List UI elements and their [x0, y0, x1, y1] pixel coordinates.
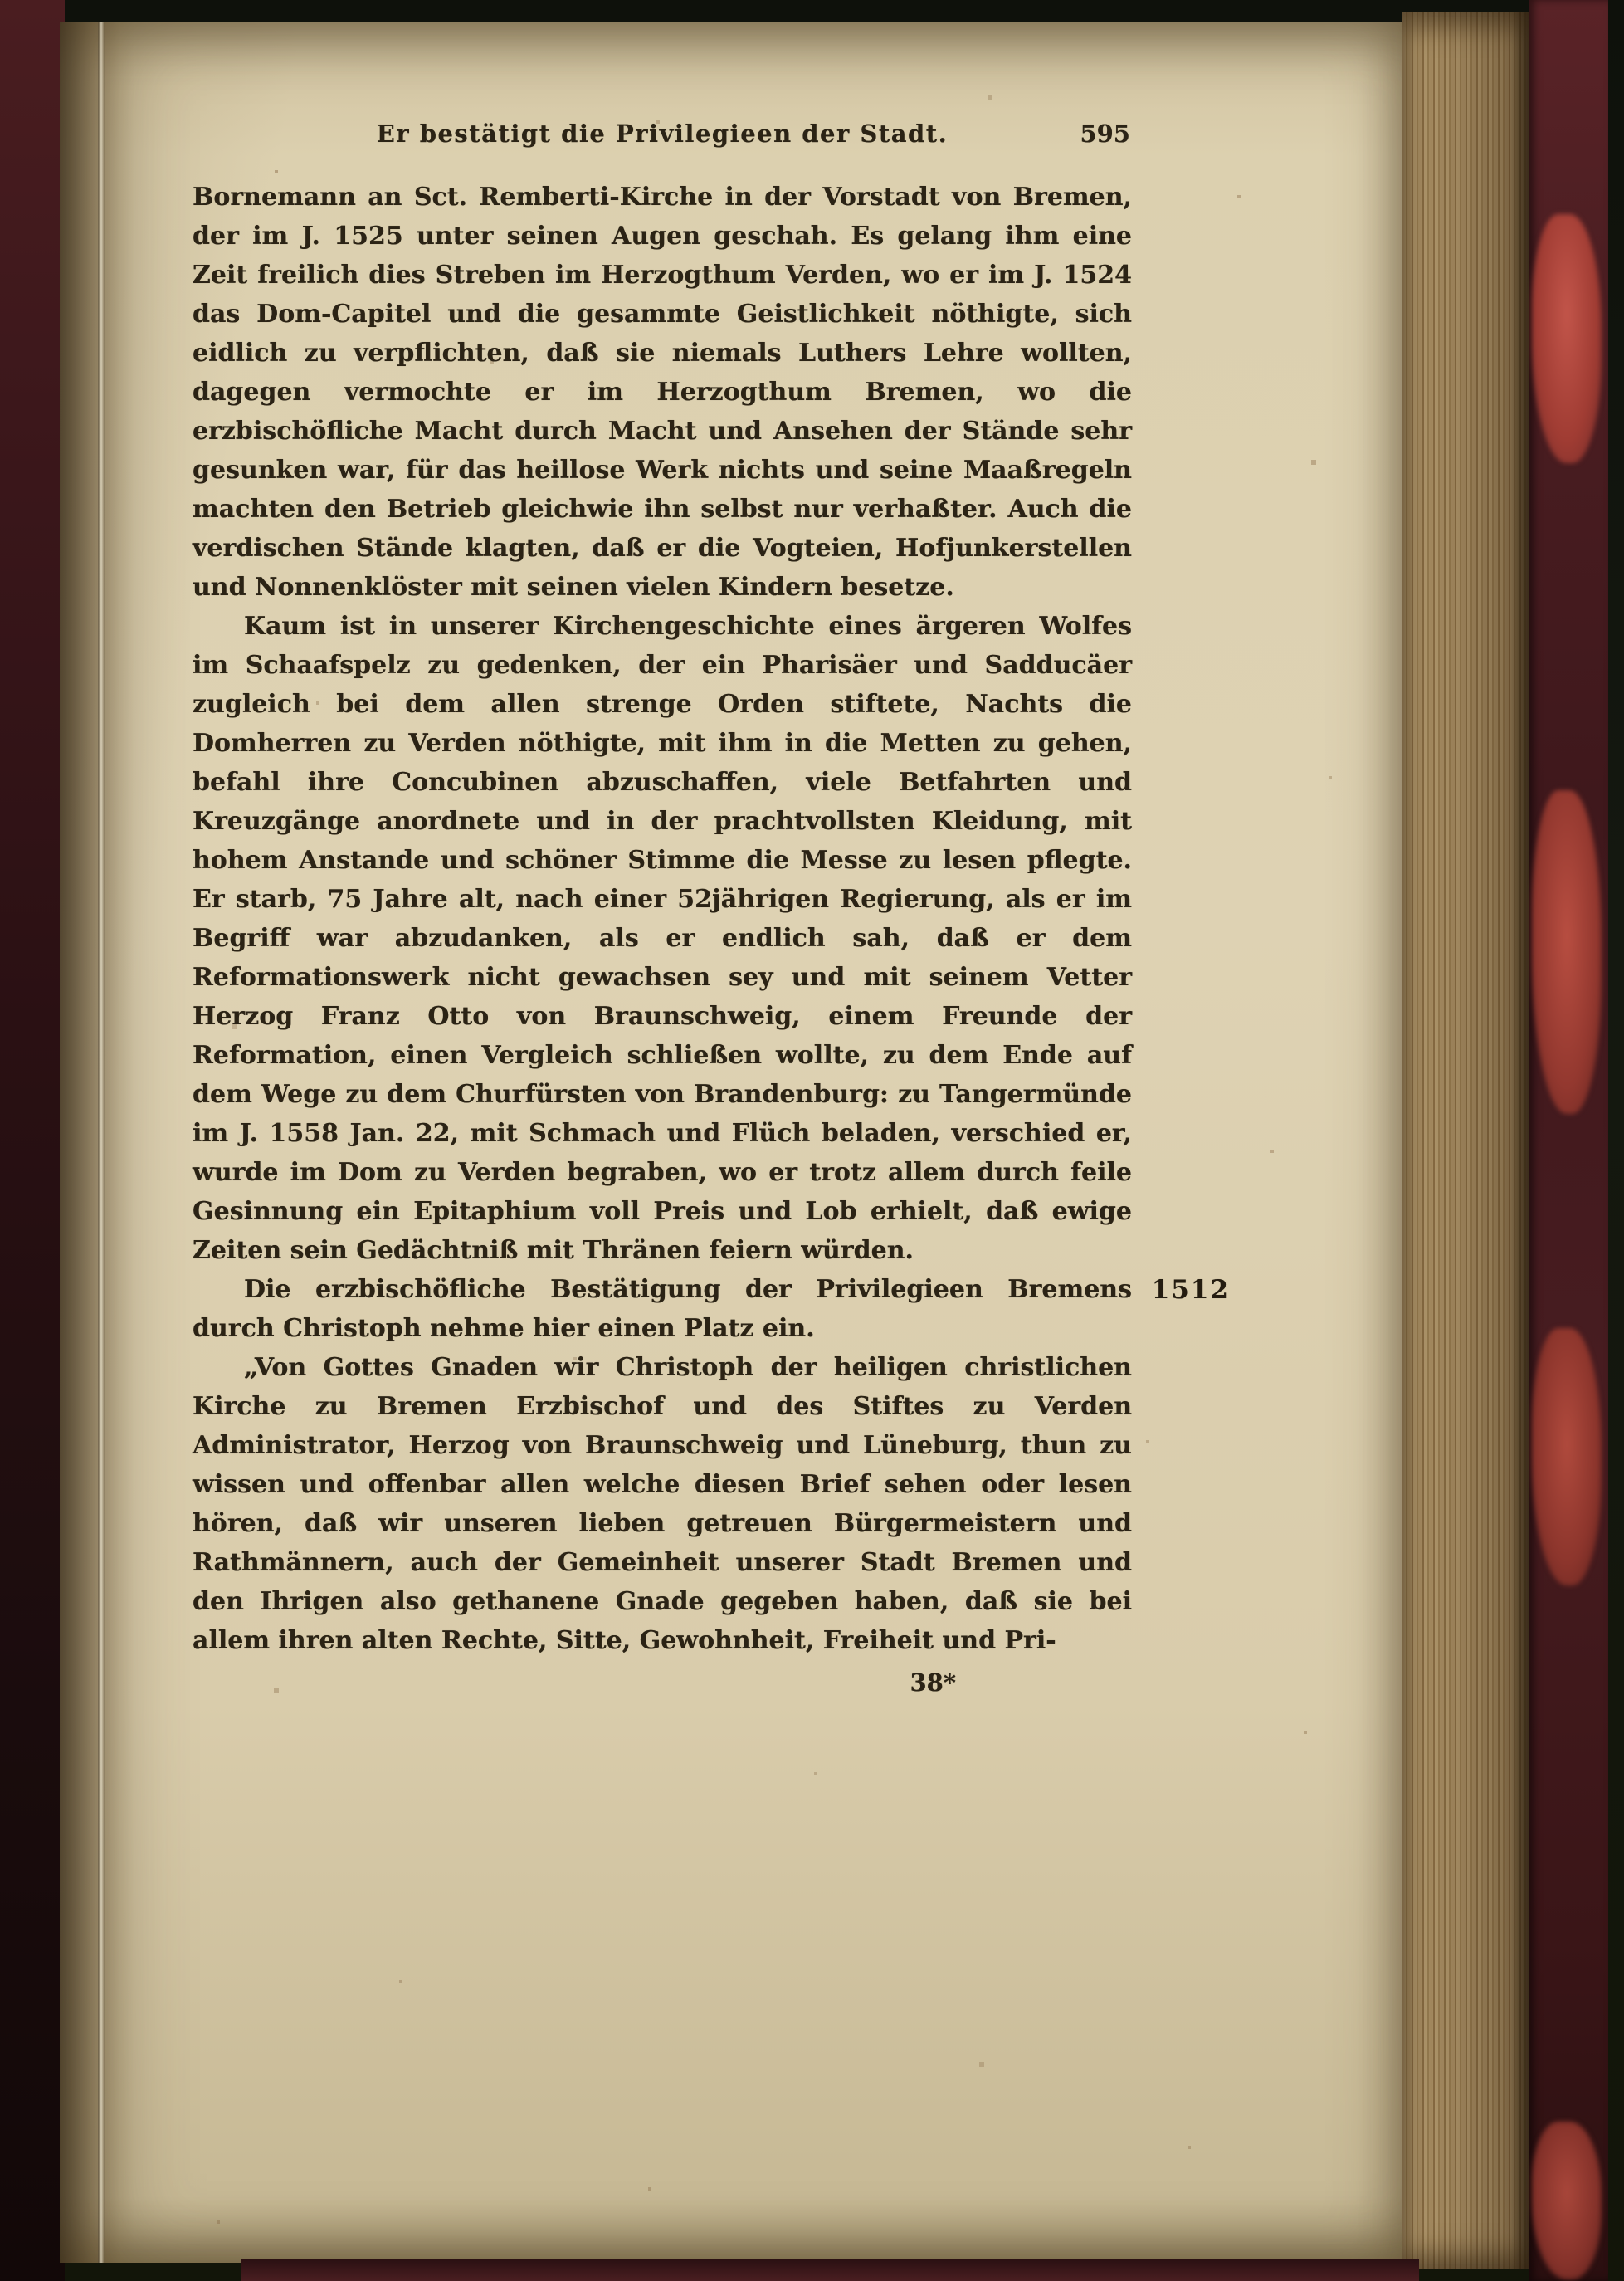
left-cover-edge: [0, 0, 65, 2281]
paragraph: „Von Gottes Gnaden wir Christoph der heiligen christlichen Kirche zu Bremen Erzbischof und des Stiftes zu Verden Administrator, Herzog von Braunschweig und Lüneburg, thun zu wissen und offenbar allen welche diesen Brief sehen oder lesen hören, daß wir unseren lieben getreuen Bürgermeistern und Rathmännern, auch der Gemeinheit unserer Stadt Bremen und den Ihrigen also gethanene Gnade gegeben haben, daß sie bei allem ihren alten Rechte, Sitte, Gewohnheit, Freiheit und Pri-: [193, 1353, 1132, 1655]
book-page: [60, 22, 1402, 2263]
cover-wear-patch: [1532, 2122, 1602, 2279]
page-body: [193, 178, 1230, 1702]
paragraph-with-margin-note: [193, 1270, 1230, 1348]
running-header-title: Er bestätigt die Privilegieen der Stadt.: [376, 120, 949, 148]
page-crease: [98, 22, 105, 2263]
margin-note-year: 1512: [1151, 1275, 1230, 1305]
signature-mark: 38*: [910, 1668, 956, 1697]
paragraph: Bornemann an Sct. Remberti-Kirche in der Vorstadt von Bremen, der im J. 1525 unter seinen Augen geschah. Es gelang ihm eine Zeit freilich dies Streben im Herzogthum Verden, wo er im J. 1524 das Dom-Capitel und die gesammte Geistlichkeit nöthigte, sich eidlich zu verpflichten, daß sie niemals Luthers Lehre wollten, dagegen vermochte er im Herzogthum Bremen, wo die erzbischöfliche Macht durch Macht und Ansehen der Stände sehr gesunken war, für das heillose Werk nichts und seine Maaßregeln machten den Betrieb gleichwie ihn selbst nur verhaßter. Auch die verdischen Stände klagten, daß er die Vogteien, Hofjunkerstellen und Nonnenklöster mit seinen vielen Kindern besetze.: [193, 183, 1132, 602]
cover-wear-patch: [1532, 790, 1602, 1114]
paragraph: Die erzbischöfliche Bestätigung der Privilegieen Bremens durch Christoph nehme hier einen Platz ein.: [193, 1275, 1132, 1343]
cover-wear-patch: [1532, 1328, 1602, 1585]
bottom-cover-edge: [241, 2259, 1419, 2281]
page-content: [193, 120, 1230, 1702]
right-cover: [1529, 0, 1608, 2281]
cover-wear-patch: [1532, 214, 1602, 463]
page-number: 595: [1080, 120, 1130, 148]
paragraph: Kaum ist in unserer Kirchengeschichte eines ärgeren Wolfes im Schaafspelz zu gedenken, der ein Pharisäer und Sadducäer zugleich bei dem allen strenge Orden stiftete, Nachts die Domherren zu Verden nöthigte, mit ihm in die Metten zu gehen, befahl ihre Concubinen abzuschaffen, viele Betfahrten und Kreuzgänge anordnete und in der prachtvollsten Kleidung, mit hohem Anstande und schöner Stimme die Messe zu lesen pflegte. Er starb, 75 Jahre alt, nach einer 52jährigen Regierung, als er im Begriff war abzudanken, als er endlich sah, daß er dem Reformationswerk nicht gewachsen sey und mit seinem Vetter Herzog Franz Otto von Braunschweig, einem Freunde der Reformation, einen Vergleich schließen wollte, zu dem Ende auf dem Wege zu dem Churfürsten von Brandenburg: zu Tangermünde im J. 1558 Jan. 22, mit Schmach und Flüch beladen, verschied er, wurde im Dom zu Verden begraben, wo er trotz allem durch feile Gesinnung ein Epitaphium voll Preis und Lob erhielt, daß ewige Zeiten sein Gedächtniß mit Thränen feiern würden.: [193, 612, 1132, 1265]
page-header: [193, 120, 1132, 156]
gutter-shadow: [60, 22, 134, 2263]
paper-speckles: [60, 22, 61, 23]
page-edge-stack: [1402, 12, 1529, 2269]
